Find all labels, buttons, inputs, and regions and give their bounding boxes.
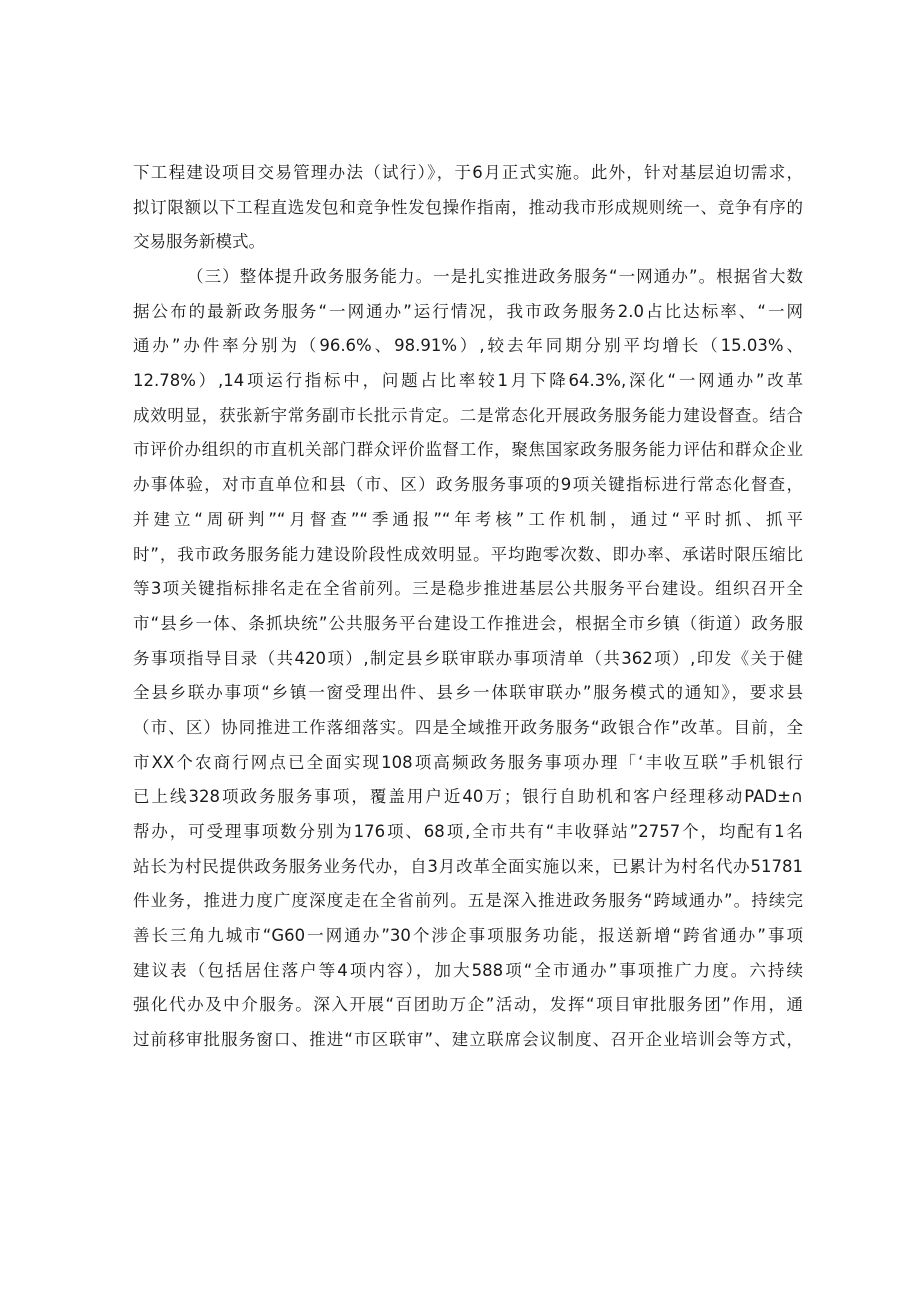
text-line: 等3项关键指标排名走在全省前列。三是稳步推进基层公共服务平台建设。组织召开全 (133, 579, 803, 599)
text-line: 已上线328项政务服务事项，覆盖用户近40万；银行自助机和客户经理移动PAD±∩ (133, 787, 803, 807)
text-line: 强化代办及中介服务。深入开展“百团助万企”活动，发挥“项目审批服务团”作用，通 (133, 995, 803, 1015)
text-line: 拟订限额以下工程直选发包和竞争性发包操作指南，推动我市形成规则统一、竞争有序的 (133, 197, 803, 217)
text-line: 下工程建设项目交易管理办法（试行）》，于6月正式实施。此外，针对基层迫切需求， (133, 163, 803, 182)
text-line: 件业务，推进力度广度深度走在全省前列。五是深入推进政务服务“跨域通办”。持续完 (133, 891, 803, 911)
text-line: 帮办，可受理事项数分别为176项、68项,全市共有“丰收驿站”2757个，均配有1名 (133, 822, 803, 841)
text-line: 全县乡联办事项“乡镇一窗受理出件、县乡一体联审联办”服务模式的通知》，要求县 (133, 683, 803, 703)
text-line: 建议表（包括居住落户等4项内容），加大588项“全市通办”事项推广力度。六持续 (133, 960, 803, 980)
text-line: 成效明显，获张新宇常务副市长批示肯定。二是常态化开展政务服务能力建设督查。结合 (133, 405, 803, 425)
paragraph-section-3 (133, 260, 803, 1058)
text-line: 善长三角九城市“G60一网通办”30个涉企事项服务功能，报送新增“跨省通办”事项 (133, 926, 803, 946)
text-line: 时”，我市政务服务能力建设阶段性成效明显。平均跑零次数、即办率、承诺时限压缩比 (133, 544, 803, 564)
text-line: 市“县乡一体、条抓块统”公共服务平台建设工作推进会，根据全市乡镇（街道）政务服 (133, 613, 803, 633)
text-line: 市XX个农商行网点已全面实现108项高频政务服务事项办理「‘丰收互联”手机银行 (133, 752, 803, 772)
text-line: 并建立“周研判”“月督查”“季通报”“年考核”工作机制，通过“平时抓、抓平 (133, 509, 803, 529)
text-line: 据公布的最新政务服务“一网通办”运行情况，我市政务服务2.0占比达标率、“一网 (133, 301, 803, 321)
text-line: 站长为村民提供政务服务业务代办，自3月改革全面实施以来，已累计为村名代办51781 (133, 856, 803, 876)
text-line: 交易服务新模式。 (133, 232, 265, 252)
text-line: 12.78%）,14项运行指标中，问题占比率较1月下降64.3%,深化“一网通办”改革 (133, 371, 803, 391)
section-heading-line: （三）整体提升政务服务能力。一是扎实推进政务服务“一网通办”。根据省大数 (187, 267, 803, 286)
text-line: 通办”办件率分别为（96.6%、98.91%）,较去年同期分别平均增长（15.03%、 (133, 336, 803, 356)
text-line: 市评价办组织的市直机关部门群众评价监督工作，聚焦国家政务服务能力评估和群众企业 (133, 440, 803, 460)
text-line: 办事体验，对市直单位和县（市、区）政务服务事项的9项关键指标进行常态化督查， (133, 475, 803, 495)
text-line: 过前移审批服务窗口、推进“市区联审”、建立联席会议制度、召开企业培训会等方式， (133, 1030, 803, 1050)
text-line: 务事项指导目录（共420项）,制定县乡联审联办事项清单（共362项）,印发《关于健 (133, 648, 803, 668)
paragraph-intro (133, 156, 803, 260)
text-line: （市、区）协同推进工作落细落实。四是全域推开政务服务“政银合作”改革。目前，全 (133, 717, 803, 737)
